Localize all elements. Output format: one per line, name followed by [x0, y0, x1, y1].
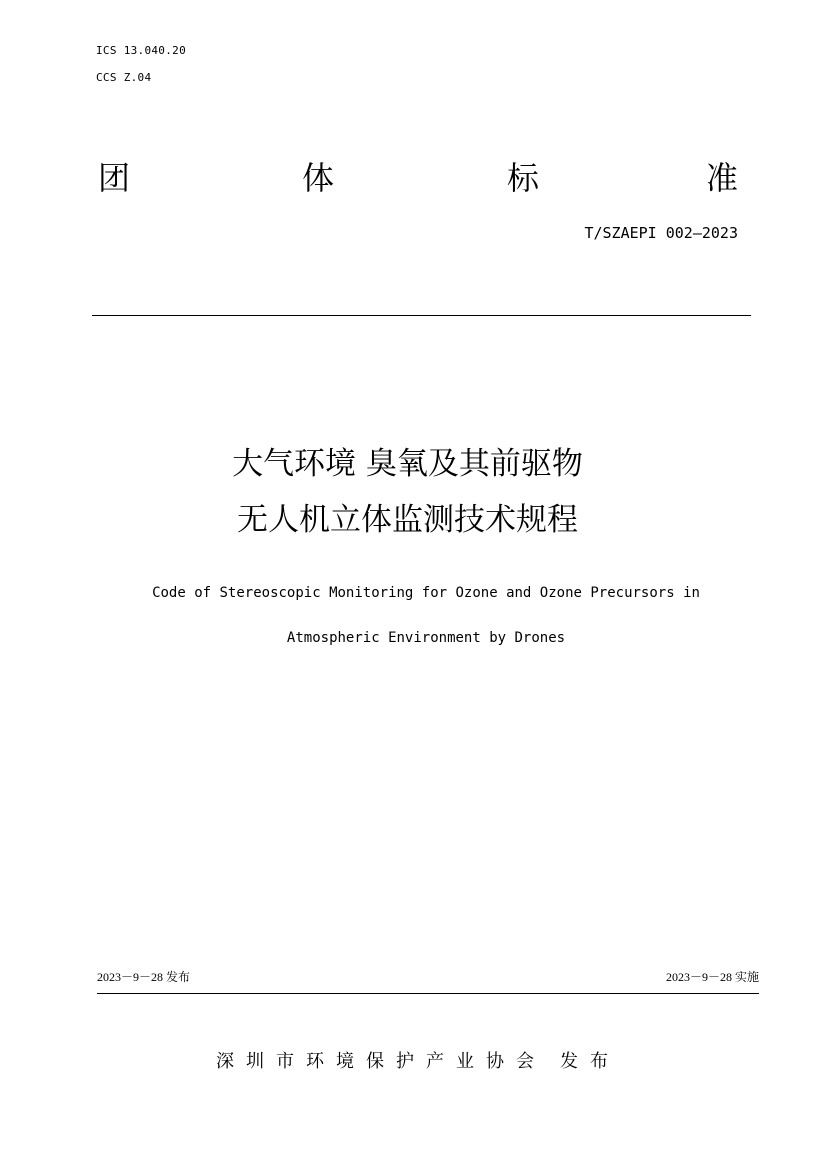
title-en-line1: Code of Stereoscopic Monitoring for Ozone and Ozone Precursors in [152, 585, 700, 601]
implement-date: 2023－9－28 实施 [665, 970, 759, 984]
title-en-line2: Atmospheric Environment by Drones [286, 630, 566, 646]
bottom-divider [97, 993, 759, 994]
title-cn-line1: 大气环境 臭氧及其前驱物 [232, 446, 583, 482]
ics-code: ICS 13.040.20 [96, 44, 186, 57]
title-cn-line2: 无人机立体监测技术规程 [237, 502, 578, 538]
header-char-2: 体 [302, 159, 335, 197]
publisher-name: 深圳市环境保护产业协会 [216, 1051, 546, 1072]
header-char-1: 团 [98, 159, 131, 197]
publisher-action: 发布 [560, 1051, 620, 1072]
publisher-line [0, 1047, 815, 1073]
header-char-4: 准 [706, 159, 739, 197]
publish-date: 2023－9－28 发布 [97, 970, 191, 984]
standard-number: T/SZAEPI 002—2023 [584, 224, 738, 242]
ccs-code: CCS Z.04 [96, 71, 152, 84]
header-char-3: 标 [507, 159, 540, 197]
top-divider [92, 315, 751, 316]
